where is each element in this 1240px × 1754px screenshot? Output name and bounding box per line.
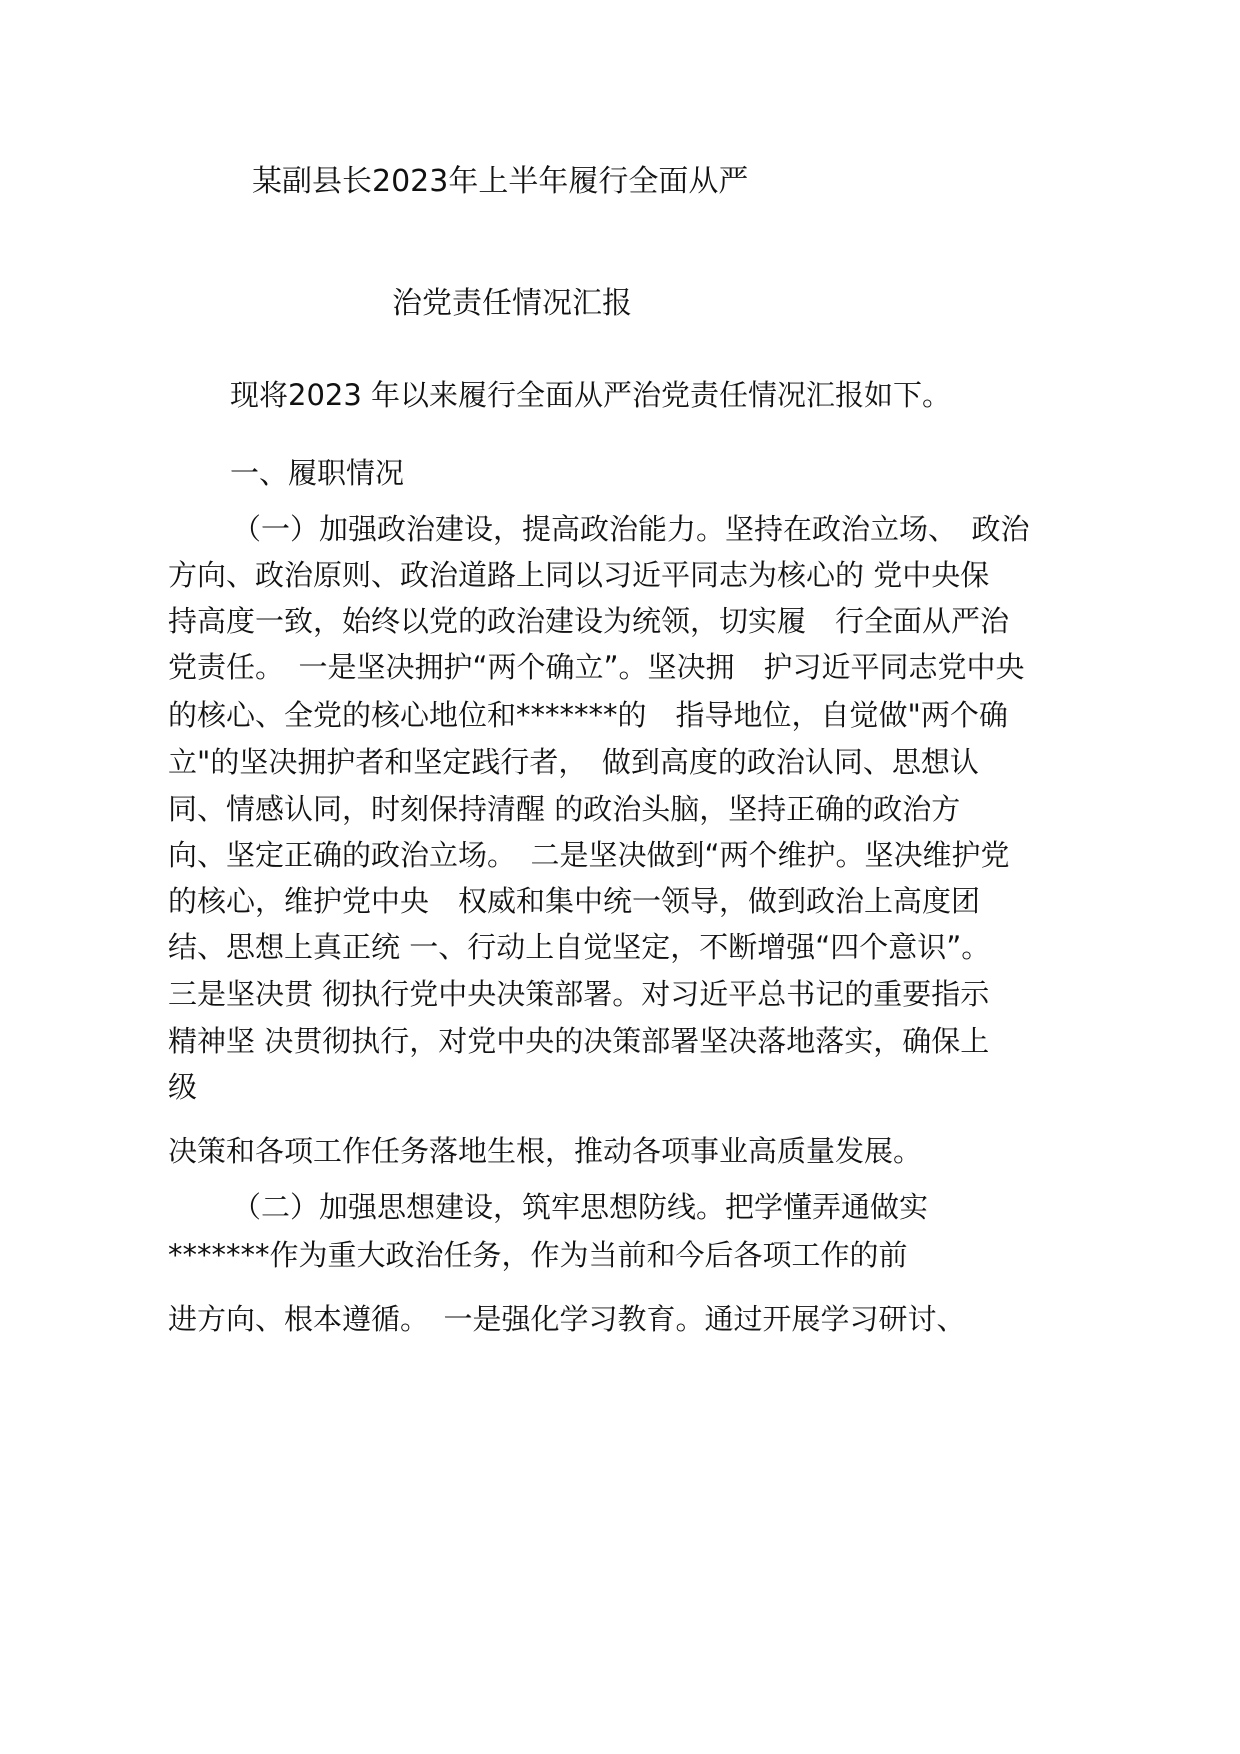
paragraph-2-tail: 进方向、根本遵循。 一是强化学习教育。通过开展学习研讨、 <box>168 1302 966 1336</box>
section-heading: 一、履职情况 <box>230 456 405 490</box>
document-title-line-2: 治党责任情况汇报 <box>392 286 632 321</box>
paragraph-1-line: 立"的坚决拥护者和坚定践行者， 做到高度的政治认同、思想认 <box>168 745 979 779</box>
paragraph-2-line: *******作为重大政治任务，作为当前和今后各项工作的前 <box>168 1238 908 1272</box>
paragraph-1-line: 同、情感认同，时刻保持清醒 的政治头脑，坚持正确的政治方 <box>168 792 961 826</box>
paragraph-1-line: 党责任。 一是坚决拥护“两个确立”。坚决拥 护习近平同志党中央 <box>168 650 1025 684</box>
paragraph-1-tail: 决策和各项工作任务落地生根，推动各项事业高质量发展。 <box>168 1134 923 1168</box>
document-title-line-1: 某副县长2023年上半年履行全面从严 <box>252 164 749 199</box>
paragraph-1-line: 的核心，维护党中央 权威和集中统一领导，做到政治上高度团 <box>168 884 981 918</box>
paragraph-2-line: （二）加强思想建设，筑牢思想防线。把学懂弄通做实 <box>232 1190 929 1224</box>
intro-paragraph: 现将2023 年以来履行全面从严治党责任情况汇报如下。 <box>230 378 952 412</box>
paragraph-1-line: 的核心、全党的核心地位和*******的 指导地位，自觉做"两个确 <box>168 698 1008 732</box>
paragraph-1-line: 方向、政治原则、政治道路上同以习近平同志为核心的 党中央保 <box>168 558 990 592</box>
paragraph-1-line: 持高度一致，始终以党的政治建设为统领，切实履 行全面从严治 <box>168 604 1010 638</box>
paragraph-1-line: 精神坚 决贯彻执行，对党中央的决策部署坚决落地落实，确保上 <box>168 1024 990 1058</box>
paragraph-1-line: 向、坚定正确的政治立场。 二是坚决做到“两个维护。坚决维护党 <box>168 838 1010 872</box>
paragraph-1-line: 级 <box>168 1070 198 1104</box>
paragraph-1-line: 结、思想上真正统 一、行动上自觉坚定，不断增强“四个意识”。 <box>168 930 991 964</box>
paragraph-1-line: 三是坚决贯 彻执行党中央决策部署。对习近平总书记的重要指示 <box>168 977 990 1011</box>
paragraph-1-line: （一）加强政治建设，提高政治能力。坚持在政治立场、 政治 <box>232 512 1030 546</box>
